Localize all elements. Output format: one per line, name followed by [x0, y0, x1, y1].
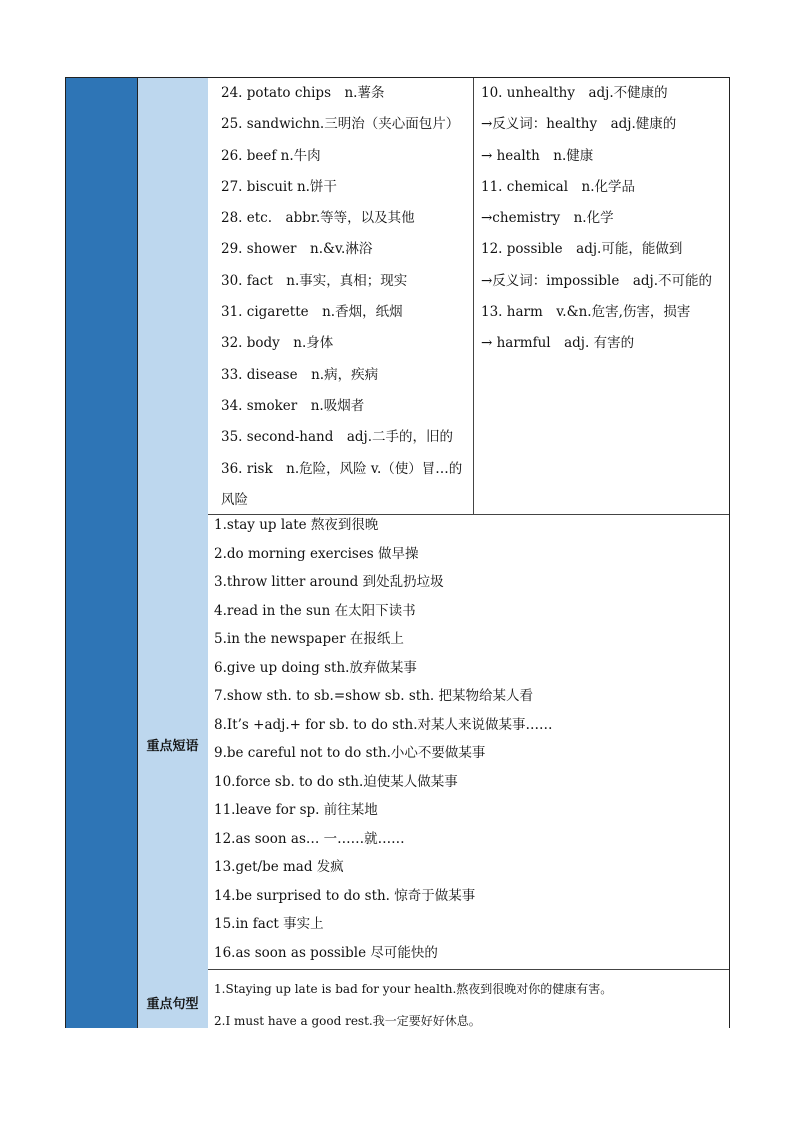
vocab-item: 35. second-hand adj.二手的，旧的: [221, 429, 454, 446]
vocab-item: →chemistry n.化学: [481, 210, 614, 227]
vocab-item: 26. beef n.牛肉: [221, 147, 321, 164]
phrase-item: 12.as soon as… 一……就……: [214, 830, 405, 847]
vocab-item: → harmful adj. 有害的: [481, 335, 635, 352]
vocab-item: 13. harm v.&n.危害,伤害，损害: [481, 304, 691, 321]
vocab-item: 29. shower n.&v.淋浴: [221, 241, 373, 258]
phrase-item: 4.read in the sun 在太阳下读书: [214, 602, 416, 619]
sentence-item: 1.Staying up late is bad for your health.熬夜到很晚对你的健康有害。: [214, 982, 613, 996]
vocab-item: 30. fact n.事实，真相；现实: [221, 272, 408, 289]
phrase-item: 1.stay up late 熬夜到很晚: [214, 517, 379, 533]
phrase-item: 10.force sb. to do sth.迫使某人做某事: [214, 773, 458, 790]
phrase-item: 9.be careful not to do sth.小心不要做某事: [214, 745, 486, 761]
phrase-item: 11.leave for sp. 前往某地: [214, 802, 378, 818]
vocab-item: 24. potato chips n.薯条: [221, 85, 385, 101]
vocab-item: 风险: [221, 491, 248, 508]
vocab-item: →反义词：impossible adj.不可能的: [481, 272, 712, 289]
vocab-item: 12. possible adj.可能，能做到: [481, 241, 683, 258]
row-divider-2: [208, 969, 729, 970]
vocab-item: →反义词：healthy adj.健康的: [481, 116, 677, 133]
sentences-label: 重点句型: [146, 997, 199, 1012]
sentence-item: 2.I must have a good rest.我一定要好好休息。: [214, 1014, 481, 1028]
vocab-item: 36. risk n.危险，风险 v.（使）冒…的: [221, 460, 463, 477]
category-column: [66, 78, 137, 1028]
phrase-item: 3.throw litter around 到处乱扔垃圾: [214, 574, 444, 590]
vocab-item: 27. biscuit n.饼干: [221, 178, 337, 195]
vocab-item: 31. cigarette n.香烟，纸烟: [221, 304, 403, 321]
vocab-right-cell: [481, 78, 712, 360]
vocab-item: 33. disease n.病，疾病: [221, 366, 379, 383]
vocab-item: 28. etc. abbr.等等，以及其他: [221, 210, 415, 227]
phrase-item: 2.do morning exercises 做早操: [214, 545, 419, 562]
vocab-item: → health n.健康: [481, 147, 594, 164]
phrase-item: 5.in the newspaper 在报纸上: [214, 631, 404, 647]
phrase-item: 8.It’s +adj.+ for sb. to do sth.对某人来说做某事……: [214, 716, 553, 733]
phrases-label: 重点短语: [146, 739, 199, 754]
vocab-item: 11. chemical n.化学品: [481, 178, 636, 195]
vocab-item: 32. body n.身体: [221, 335, 334, 352]
vocab-left-cell: [221, 78, 462, 516]
label-column: [137, 78, 208, 1028]
vocab-item: 34. smoker n.吸烟者: [221, 397, 365, 414]
phrase-item: 7.show sth. to sb.=show sb. sth. 把某物给某人看: [214, 688, 534, 704]
vocab-item: 25. sandwichn.三明治（夹心面包片）: [221, 116, 460, 133]
sentences-cell: [214, 973, 612, 1037]
phrase-item: 15.in fact 事实上: [214, 916, 324, 932]
vocab-item: 10. unhealthy adj.不健康的: [481, 85, 668, 101]
phrases-cell: [214, 511, 553, 967]
phrase-item: 13.get/be mad 发疯: [214, 859, 344, 875]
vocab-divider: [473, 78, 474, 515]
phrase-item: 16.as soon as possible 尽可能快的: [214, 944, 438, 961]
notes-table: [65, 77, 730, 1028]
phrase-item: 14.be surprised to do sth. 惊奇于做某事: [214, 887, 476, 904]
phrase-item: 6.give up doing sth.放弃做某事: [214, 659, 417, 676]
